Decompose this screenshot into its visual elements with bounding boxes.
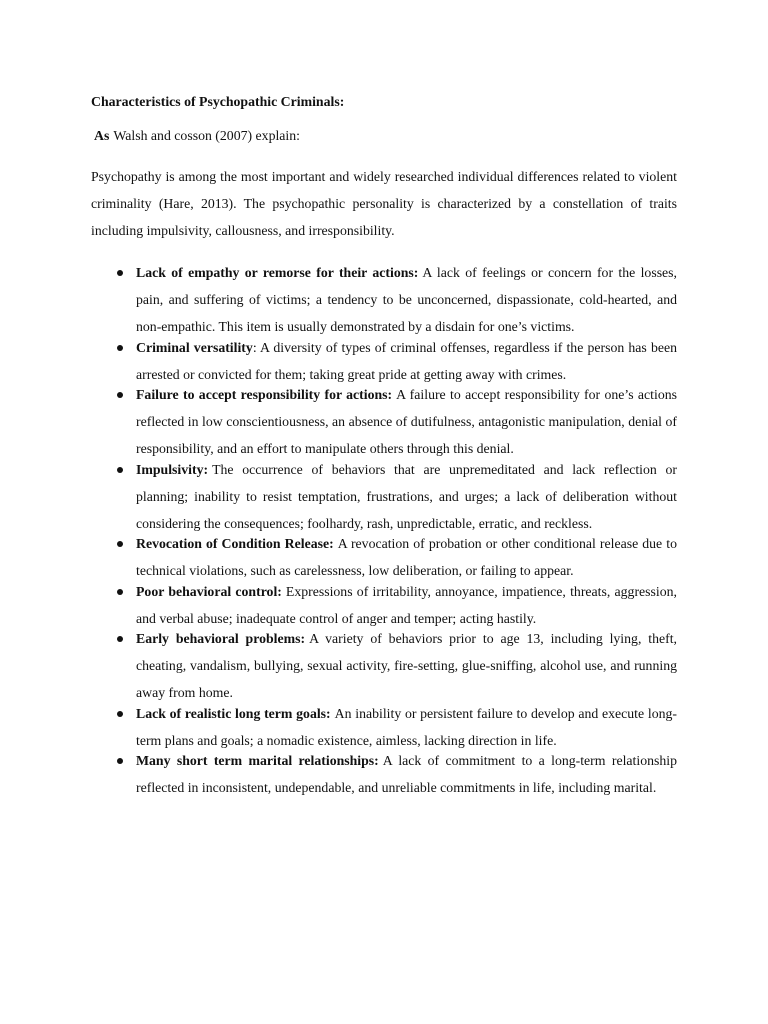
list-item <box>91 259 677 340</box>
bullet-icon <box>117 345 123 351</box>
list-item <box>91 381 677 462</box>
list-item-text: : A diversity of types of criminal offenses, regardless if the person has been arrested or convicted for them; taking great pride at getting away with crimes. <box>136 339 677 382</box>
list-item-text: A lack of feelings or concern for the losses, pain, and suffering of victims; a tendency to be unconcerned, dispassionate, cold-hearted, and non-empathic. This item is usually demonstrated by a disdain for one’s victims. <box>136 265 678 334</box>
list-item <box>91 625 677 706</box>
list-item <box>91 747 677 801</box>
list-item-term: Poor behavioral control: <box>136 583 282 599</box>
list-item-text: A failure to accept responsibility for one’s actions reflected in low conscientiousness, an absence of dutifulness, antagonistic manipulation, denial of responsibility, and an effort to manipulate others through this denial. <box>136 387 677 456</box>
bullet-icon <box>117 541 123 547</box>
bullet-icon <box>117 758 123 764</box>
bullet-icon <box>117 270 123 276</box>
list-item <box>91 700 677 754</box>
list-item-term: Failure to accept responsibility for actions: <box>136 387 393 402</box>
list-item-text: The occurrence of behaviors that are unpremeditated and lack reflection or planning; inability to resist temptation, frustrations, and urges; a lack of deliberation without considering the consequences; foolhardy, rash, unpredictable, erratic, and reckless. <box>136 461 677 531</box>
list-item-text: Expressions of irritability, annoyance, impatience, threats, aggression, and verbal abuse; inadequate control of anger and temper; acting hastily. <box>136 583 677 626</box>
list-item-term: Criminal versatility <box>136 339 253 355</box>
list-item-text: An inability or persistent failure to develop and execute long-term plans and goals; a nomadic existence, aimless, lacking direction in life. <box>136 705 677 748</box>
list-item-text: A lack of commitment to a long-term relationship reflected in inconsistent, undependable, and unreliable commitments in life, including marital. <box>136 753 677 795</box>
list-item-term: Lack of realistic long term goals: <box>136 705 331 721</box>
list-item-term: Lack of empathy or remorse for their actions: <box>136 265 419 280</box>
list-item-term: Early behavioral problems: <box>136 631 306 646</box>
list-item <box>91 334 677 388</box>
bullet-icon <box>117 636 123 642</box>
list-item-text: A variety of behaviors prior to age 13, including lying, theft, cheating, vandalism, bullying, sexual activity, fire-setting, glue-sniffing, alcohol use, and running away from home. <box>136 631 677 700</box>
list-item-term: Revocation of Condition Release: <box>136 536 334 551</box>
bullet-icon <box>117 392 123 398</box>
bullet-icon <box>117 467 123 473</box>
list-item <box>91 530 677 584</box>
list-item <box>91 578 677 632</box>
list-item-term: Impulsivity: <box>136 461 209 477</box>
bullet-icon <box>117 589 123 595</box>
intro-text: Walsh and cosson (2007) explain: <box>113 128 300 143</box>
traits-list <box>91 259 677 801</box>
intro-line <box>91 126 677 146</box>
document-heading: Characteristics of Psychopathic Criminals: <box>91 94 345 109</box>
list-item-term: Many short term marital relationships: <box>136 753 379 768</box>
list-item <box>91 456 677 537</box>
list-item-text: A revocation of probation or other conditional release due to technical violations, such as carelessness, low deliberation, or failing to appear. <box>136 536 677 578</box>
document-page <box>91 92 677 795</box>
intro-paragraph: Psychopathy is among the most important and widely researched individual differences related to violent criminality (Hare, 2013). The psychopathic personality is characterized by a constellation of traits including impulsivity, callousness, and irresponsibility. <box>91 169 677 238</box>
intro-bold: As <box>94 128 110 143</box>
bullet-icon <box>117 711 123 717</box>
